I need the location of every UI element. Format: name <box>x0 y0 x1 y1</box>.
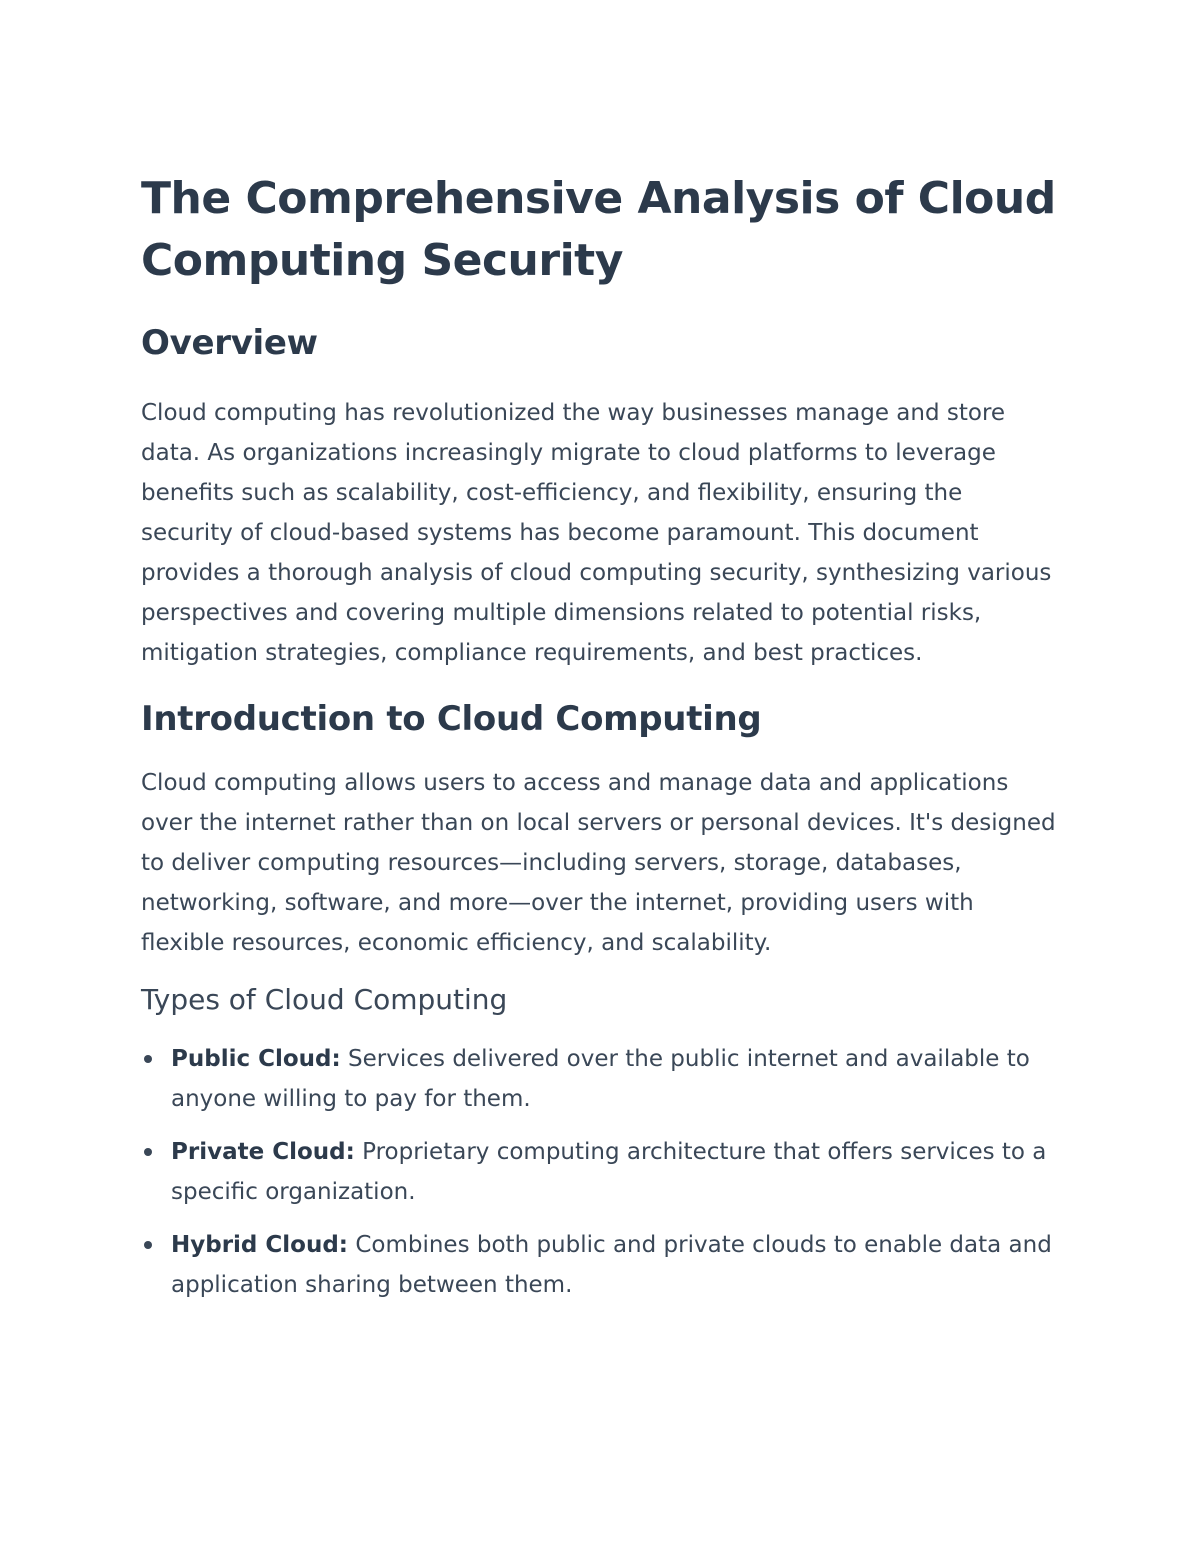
introduction-paragraph: Cloud computing allows users to access and manage data and applications over the internet rather than on local servers or personal devices. It's designed to deliver computing resources—including servers, storage, databases, networking, software, and more—over the internet, providing users with flexible resources, economic efficiency, and scalability. <box>141 770 1056 956</box>
types-heading: Types of Cloud Computing <box>141 983 508 1016</box>
list-item-description: Services delivered over the public internet and available to anyone willing to pay for them. <box>171 1046 1030 1112</box>
document-page <box>141 168 1061 1318</box>
list-item <box>141 1132 1061 1212</box>
list-item-term: Hybrid Cloud: <box>171 1232 349 1258</box>
introduction-heading: Introduction to Cloud Computing <box>141 699 762 739</box>
list-item-term: Public Cloud: <box>171 1046 341 1072</box>
list-item <box>141 1039 1061 1119</box>
list-item-description: Proprietary computing architecture that offers services to a specific organization. <box>171 1139 1047 1205</box>
list-item-description: Combines both public and private clouds to enable data and application sharing between them. <box>171 1232 1052 1298</box>
bullet-icon <box>144 1148 152 1156</box>
bullet-icon <box>144 1055 152 1063</box>
types-list <box>141 1039 1061 1305</box>
overview-heading: Overview <box>141 323 318 363</box>
bullet-icon <box>144 1241 152 1249</box>
overview-paragraph: Cloud computing has revolutionized the way businesses manage and store data. As organizations increasingly migrate to cloud platforms to leverage benefits such as scalability, cost-efficiency, and flexibility, ensuring the security of cloud-based systems has become paramount. This document provides a thorough analysis of cloud computing security, synthesizing various perspectives and covering multiple dimensions related to potential risks, mitigation strategies, compliance requirements, and best practices. <box>141 400 1052 666</box>
document-title: The Comprehensive Analysis of Cloud Computing Security <box>141 173 1056 286</box>
list-item <box>141 1225 1061 1305</box>
list-item-term: Private Cloud: <box>171 1139 355 1165</box>
